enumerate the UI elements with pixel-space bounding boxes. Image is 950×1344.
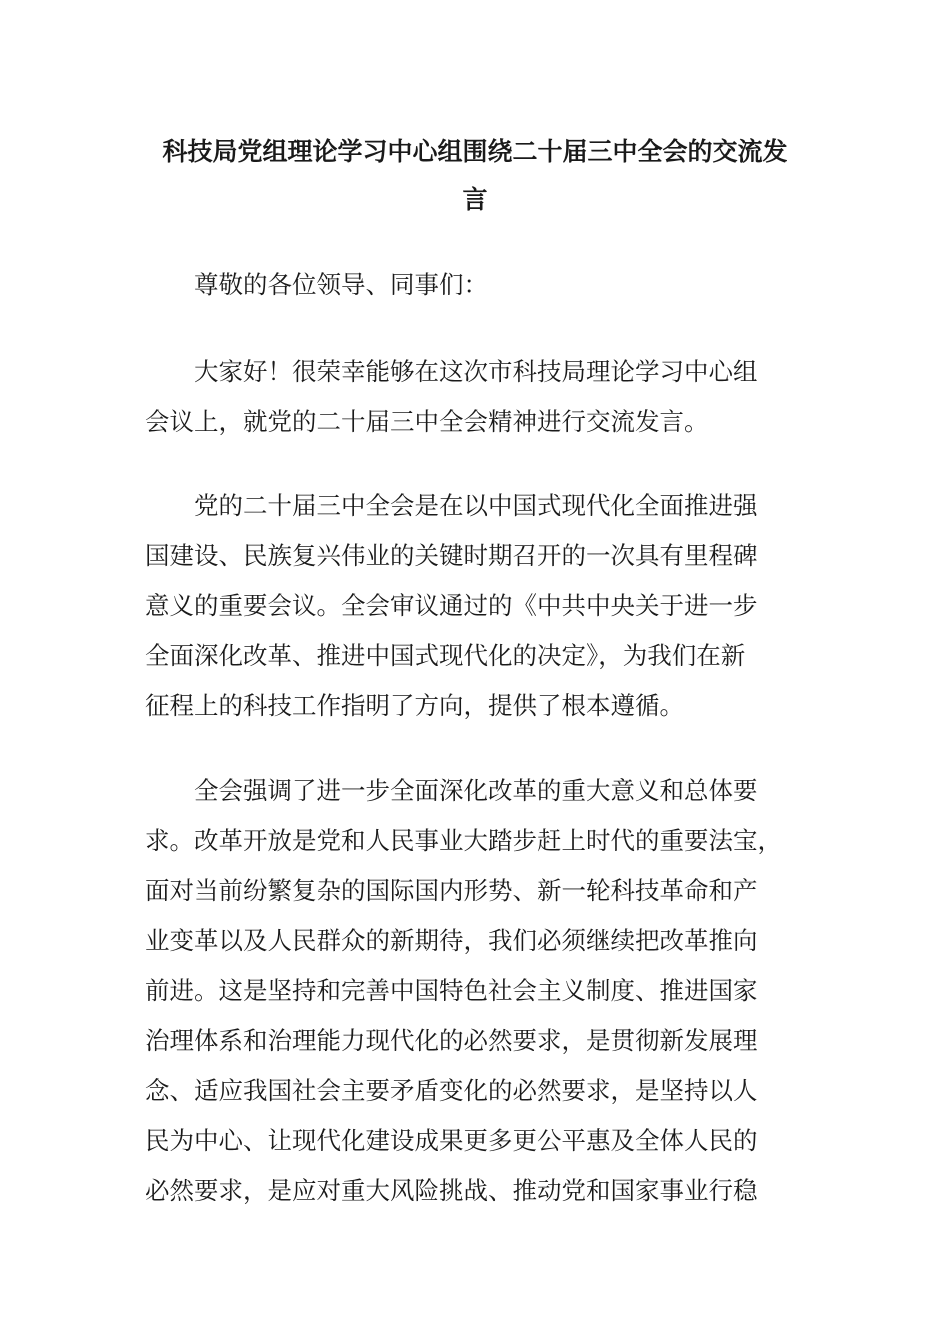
greeting-paragraph bbox=[145, 347, 758, 447]
text-line: 全面深化改革、推进中国式现代化的决定》，为我们在新 bbox=[145, 641, 746, 670]
text-line: 面对当前纷繁复杂的国际国内形势、新一轮科技革命和产 bbox=[145, 876, 758, 905]
text-line: 治理体系和治理能力现代化的必然要求，是贯彻新发展理 bbox=[145, 1026, 758, 1055]
text-line: 全会强调了进一步全面深化改革的重大意义和总体要 bbox=[194, 776, 758, 805]
text-line: 民为中心、让现代化建设成果更多更公平惠及全体人民的 bbox=[145, 1126, 758, 1155]
text-line: 尊敬的各位领导、同事们： bbox=[194, 270, 488, 299]
text-line: 念、适应我国社会主要矛盾变化的必然要求，是坚持以人 bbox=[145, 1076, 758, 1105]
text-line: 意义的重要会议。全会审议通过的《中共中央关于进一步 bbox=[145, 591, 758, 620]
plenum-intro-paragraph bbox=[145, 481, 758, 731]
text-line: 必然要求，是应对重大风险挑战、推动党和国家事业行稳 bbox=[145, 1176, 758, 1205]
text-line: 国建设、民族复兴伟业的关键时期召开的一次具有里程碑 bbox=[145, 541, 758, 570]
text-line: 大家好！很荣幸能够在这次市科技局理论学习中心组 bbox=[194, 357, 758, 386]
text-line: 求。改革开放是党和人民事业大踏步赶上时代的重要法宝， bbox=[145, 826, 782, 855]
text-line: 业变革以及人民群众的新期待，我们必须继续把改革推向 bbox=[145, 926, 758, 955]
reform-significance-paragraph bbox=[145, 766, 782, 1216]
title-line: 言 bbox=[462, 185, 488, 214]
document-title bbox=[140, 128, 810, 224]
salutation-paragraph bbox=[145, 260, 488, 310]
text-line: 征程上的科技工作指明了方向，提供了根本遵循。 bbox=[145, 691, 684, 720]
text-line: 前进。这是坚持和完善中国特色社会主义制度、推进国家 bbox=[145, 976, 758, 1005]
text-line: 会议上，就党的二十届三中全会精神进行交流发言。 bbox=[145, 407, 709, 436]
text-line: 党的二十届三中全会是在以中国式现代化全面推进强 bbox=[194, 491, 758, 520]
title-line: 科技局党组理论学习中心组围绕二十届三中全会的交流发 bbox=[162, 137, 788, 166]
